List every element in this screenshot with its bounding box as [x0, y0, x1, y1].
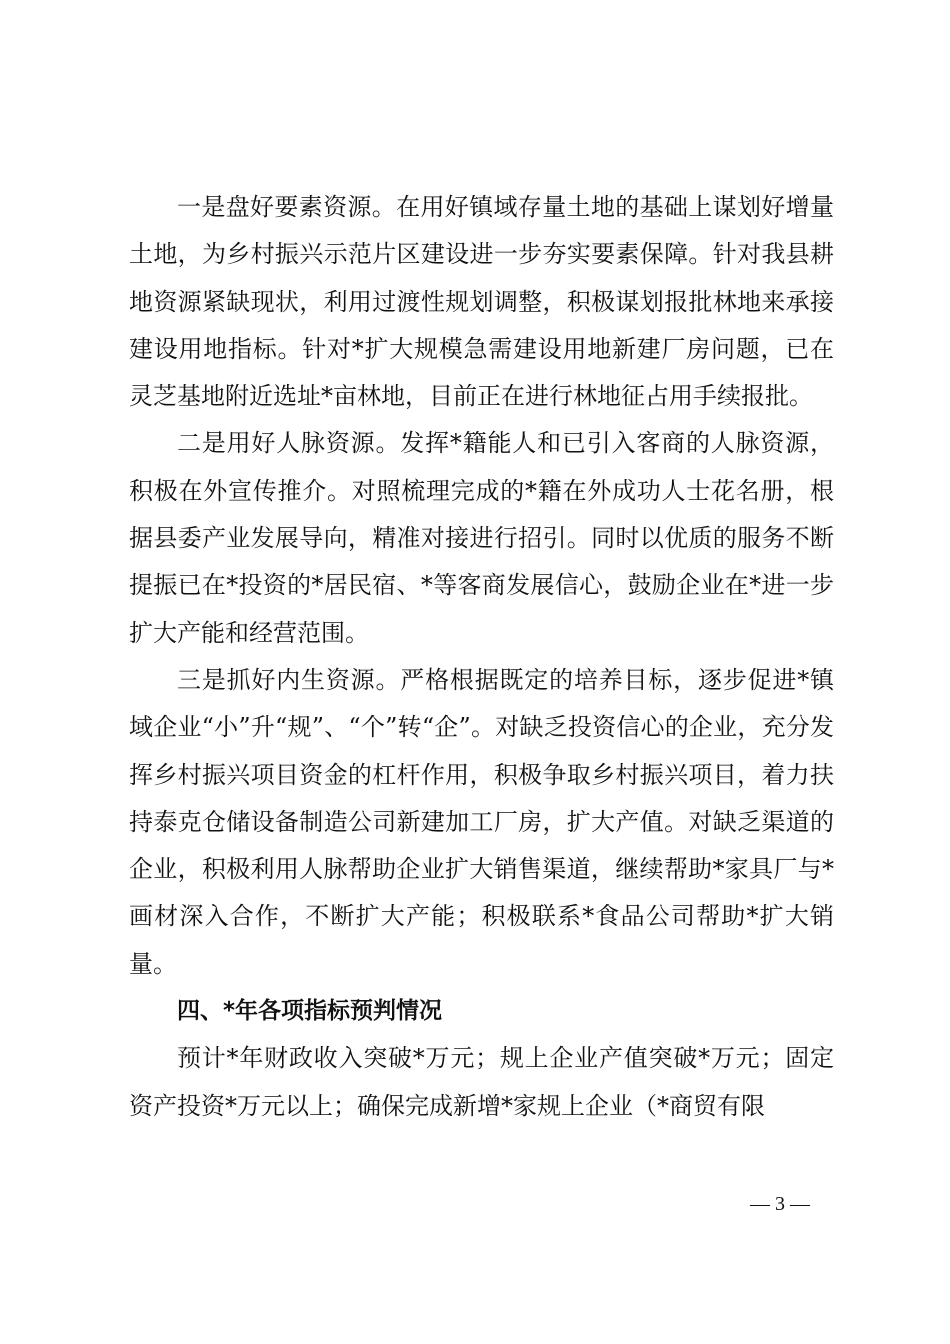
paragraph-indicator-forecast: 预计*年财政收入突破*万元；规上企业产值突破*万元；固定资产投资*万元以上；确保完成新增*家规上企业（*商贸有限: [129, 1044, 834, 1120]
paragraph-internal-resources: 三是抓好内生资源。严格根据既定的培养目标，逐步促进*镇域企业“小”升“规”、“个”转“企”。对缺乏投资信心的企业，充分发挥乡村振兴项目资金的杠杆作用，积极争取乡村振兴项目，着力扶持泰克仓储设备制造公司新建加工厂房，扩大产值。对缺乏渠道的企业，积极利用人脉帮助企业扩大销售渠道，继续帮助*家具厂与*画材深入合作，不断扩大产能；积极联系*食品公司帮助*扩大销量。: [129, 665, 834, 978]
paragraph-network-resources: 二是用好人脉资源。发挥*籍能人和已引入客商的人脉资源，积极在外宣传推介。对照梳理完成的*籍在外成功人士花名册，根据县委产业发展导向，精准对接进行招引。同时以优质的服务不断提振已在*投资的*居民宿、*等客商发展信心，鼓励企业在*进一步扩大产能和经营范围。: [129, 429, 834, 647]
paragraph-factor-resources: 一是盘好要素资源。在用好镇域存量土地的基础上谋划好增量土地，为乡村振兴示范片区建设进一步夯实要素保障。针对我县耕地资源紧缺现状，利用过渡性规划调整，积极谋划报批林地来承接建设用地指标。针对*扩大规模急需建设用地新建厂房问题，已在灵芝基地附近选址*亩林地，目前正在进行林地征占用手续报批。: [129, 193, 834, 411]
page-number: — 3 —: [750, 1193, 810, 1215]
section-heading: 四、*年各项指标预判情况: [177, 998, 443, 1025]
document-body: [129, 184, 834, 1130]
